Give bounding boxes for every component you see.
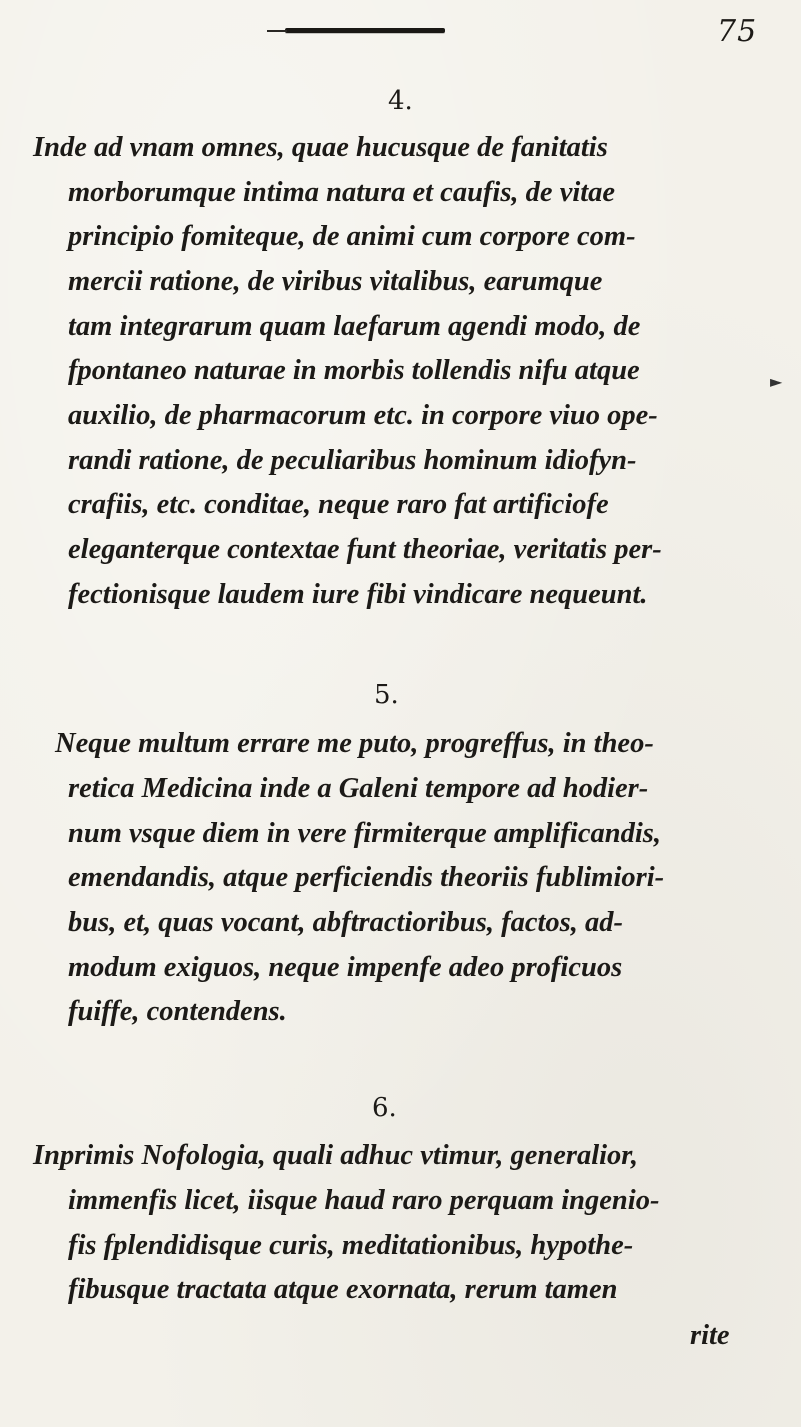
text-line: fectionisque laudem iure fibi vindicare nequeunt. bbox=[68, 579, 648, 610]
section-number-5: 5. bbox=[374, 680, 399, 710]
text-line: num vsque diem in vere firmiterque amplificandis, bbox=[68, 818, 661, 849]
text-line: modum exiguos, neque impenfe adeo proficuos bbox=[68, 952, 623, 983]
text-line: mercii ratione, de viribus vitalibus, earumque bbox=[68, 266, 603, 297]
text-line: retica Medicina inde a Galeni tempore ad hodier- bbox=[68, 773, 649, 804]
text-line: crafiis, etc. conditae, neque raro fat artificiofe bbox=[68, 489, 609, 520]
text-line: fuiffe, contendens. bbox=[68, 996, 287, 1027]
text-line: bus, et, quas vocant, abftractioribus, factos, ad- bbox=[68, 907, 623, 938]
text-line: fibusque tractata atque exornata, rerum tamen bbox=[68, 1274, 618, 1305]
margin-arrow-icon: ► bbox=[770, 372, 783, 391]
header-rule bbox=[285, 28, 445, 33]
text-line: morborumque intima natura et caufis, de vitae bbox=[68, 177, 616, 208]
section-number-6: 6. bbox=[372, 1093, 397, 1123]
text-line: Neque multum errare me puto, progreffus, in theo- bbox=[55, 728, 654, 759]
text-line: fis fplendidisque curis, meditationibus, hypothe- bbox=[68, 1230, 634, 1261]
page-number: 75 bbox=[717, 14, 758, 49]
text-line: Inprimis Nofologia, quali adhuc vtimur, generalior, bbox=[33, 1140, 638, 1171]
text-line: emendandis, atque perficiendis theoriis fublimiori- bbox=[68, 862, 665, 893]
text-line: tam integrarum quam laefarum agendi modo, de bbox=[68, 311, 641, 342]
text-line: randi ratione, de peculiaribus hominum idiofyn- bbox=[68, 445, 637, 476]
text-line: Inde ad vnam omnes, quae hucusque de fanitatis bbox=[33, 132, 608, 163]
text-line: auxilio, de pharmacorum etc. in corpore viuo ope- bbox=[68, 400, 658, 431]
section-number-4: 4. bbox=[388, 86, 413, 116]
catchword: rite bbox=[690, 1320, 730, 1351]
text-line: eleganterque contextae funt theoriae, veritatis per- bbox=[68, 534, 662, 565]
text-line: principio fomiteque, de animi cum corpore com- bbox=[68, 221, 636, 252]
text-line: fpontaneo naturae in morbis tollendis nifu atque bbox=[68, 355, 640, 386]
text-line: immenfis licet, iisque haud raro perquam ingenio- bbox=[68, 1185, 660, 1216]
